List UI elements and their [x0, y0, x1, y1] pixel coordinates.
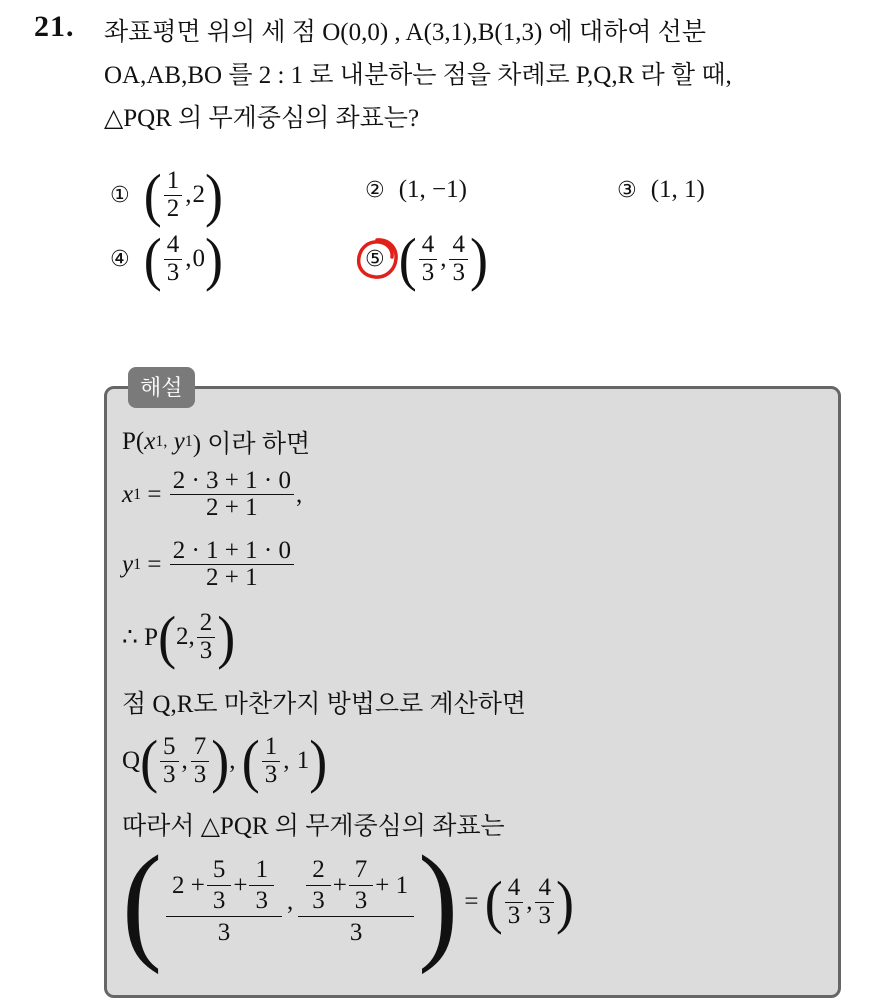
solution-label: 해설: [128, 367, 195, 408]
final-x-fraction: 2 + $\frac{5}{3}$ + $\frac{1}{3}$ 3: [166, 857, 282, 948]
fraction: $\frac{4}{3}$: [449, 232, 468, 286]
choice-5[interactable]: [365, 228, 488, 290]
choice-value: ( $\frac{1}{2}$ , 2 ): [143, 162, 223, 228]
choice-mark: ④: [110, 246, 130, 272]
choice-mark: ②: [365, 177, 385, 203]
question-text-line-3: △PQR 의 무게중심의 좌표는?: [104, 105, 420, 132]
question-text-line-1: 좌표평면 위의 세 점 O(0,0) , A(3,1),B(1,3) 에 대하여 선분: [104, 19, 706, 46]
fraction: $\frac{4}{3}$: [419, 232, 438, 286]
choice-mark: ⑤: [365, 247, 385, 272]
question-text-line-2: OA,AB,BO 를 2 : 1 로 내분하는 점을 차례로 P,Q,R 라 할 때,: [104, 62, 732, 89]
choice-value: ( $\frac{4}{3}$ , 0 ): [143, 226, 223, 292]
choice-mark: ③: [617, 177, 637, 203]
fraction: $\frac{4}{3}$: [164, 232, 183, 286]
solution-final: ( 2 + $\frac{5}{3}$ + $\frac{1}{3}$ 3 , $\frac{2}{3}$ + $\frac{7}{3}$ + 1 3 ) = ( $\frac{4}{3}$ , $\frac{4}{3}$ ): [122, 828, 574, 975]
solution-y1: y 1 = $\frac{2 \cdot 1 + 1 \cdot 0}{2 + 1}$: [122, 538, 296, 592]
choice-value: ( $\frac{4}{3}$ , $\frac{4}{3}$ ): [398, 226, 488, 292]
choice-value: (1, −1): [398, 176, 467, 203]
solution-p-intro: P( x 1, y 1 ) 이라 하면: [122, 428, 311, 458]
solution-p-result: ∴ P ( 2, $\frac{2}{3}$ ): [122, 604, 236, 670]
choice-3[interactable]: [617, 176, 705, 204]
question-number: 21.: [34, 10, 75, 43]
choice-4[interactable]: [110, 228, 223, 290]
solution-qr-result: Q ( $\frac{5}{3}$ , $\frac{7}{3}$ ) , ( $\frac{1}{3}$ , 1 ): [122, 728, 328, 794]
choice-2[interactable]: [365, 176, 467, 204]
final-y-fraction: $\frac{2}{3}$ + $\frac{7}{3}$ + 1 3: [298, 857, 414, 948]
answer-circle-icon: [353, 235, 401, 283]
choice-value: (1, 1): [650, 176, 705, 203]
solution-qr-text: 점 Q,R도 마찬가지 방법으로 계산하면: [122, 691, 527, 718]
choice-mark: ①: [110, 182, 130, 208]
solution-conclusion: 따라서 △PQR 의 무게중심의 좌표는: [122, 813, 505, 840]
choice-1[interactable]: [110, 164, 223, 226]
solution-x1: x 1 = $\frac{2 \cdot 3 + 1 \cdot 0}{2 + 1}$ ,: [122, 467, 303, 522]
fraction: $\frac{1}{2}$: [164, 168, 183, 222]
